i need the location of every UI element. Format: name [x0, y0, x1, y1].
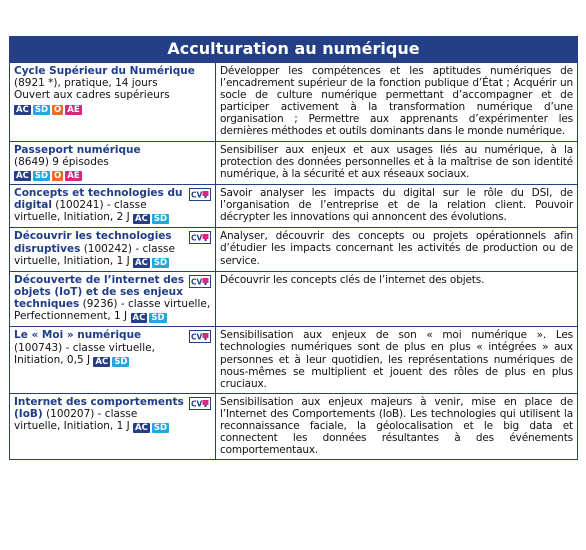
virtual-class-icon: [189, 188, 211, 201]
course-description: Sensibiliser aux enjeux et aux usages liés au numérique, à la protection des données personnelles et à la maîtrise de son identité numérique, à la sécurité et aux réseaux sociaux.: [216, 141, 578, 184]
badge-ac: AC: [135, 257, 148, 268]
virtual-class-icon: [189, 275, 211, 288]
course-details: (8921 *), pratique, 14 jours: [14, 77, 158, 90]
badge-ac: AC: [135, 423, 148, 434]
badge-sd: SD: [153, 257, 168, 268]
svg-text:CV: CV: [191, 190, 203, 200]
virtual-class-icon: [189, 397, 211, 410]
svg-text:CV: CV: [191, 399, 203, 409]
course-name: Cycle Supérieur du Numérique: [14, 65, 195, 77]
course-description: Découvrir les concepts clés de l’internet des objets.: [216, 271, 578, 327]
virtual-class-icon: [189, 231, 211, 244]
badge-sd: SD: [34, 170, 49, 181]
section-title: Acculturation au numérique: [9, 36, 578, 62]
course-info-cell: [10, 184, 216, 227]
course-row: [10, 63, 578, 142]
badge-o: O: [54, 170, 62, 181]
course-description: Savoir analyser les impacts du digital sur le rôle du DSI, de l’organisation de l’entreprise et de la relation client. Pouvoir décrypter les innovations qui annoncent des évolutions.: [216, 184, 578, 227]
course-details: (100241) - classe virtuelle, Initiation, 2 J: [14, 199, 147, 224]
badge-ac: AC: [132, 313, 146, 324]
audience-badges: [133, 255, 171, 268]
course-row: [10, 393, 578, 459]
course-description: Développer les compétences et les aptitudes numériques de l’encadrement supérieur de la fonction publique d’État ; Acquérir un socle de culture numérique permettant d’accompagner et de participer activement à la transformation numérique d’une organisation ; Permettre aux apprenants d’expérimenter les dernières méthodes et outils dominants dans le monde numérique.: [216, 63, 578, 142]
svg-text:CV: CV: [191, 233, 203, 243]
badge-sd: SD: [34, 104, 49, 115]
badge-sd: SD: [153, 423, 168, 434]
audience-badges: [14, 168, 84, 181]
svg-text:CV: CV: [191, 332, 203, 342]
course-table: [9, 62, 578, 460]
course-name: Découvrir les technologies disruptives: [14, 230, 172, 255]
course-details: (8649) 9 épisodes: [14, 155, 109, 168]
badge-ae: AE: [67, 170, 80, 181]
course-row: [10, 141, 578, 184]
audience-badges: [93, 354, 131, 367]
course-details: (100207) - classe virtuelle, Initiation, 1 J: [14, 408, 138, 433]
course-name: Concepts et technologies du digital: [14, 186, 183, 212]
course-details: Ouvert aux cadres supérieurs: [14, 89, 170, 102]
course-info-cell: [10, 141, 216, 184]
course-details: (100242) - classe virtuelle, Initiation, 1 J: [14, 242, 175, 267]
catalog-section: [9, 36, 578, 460]
badge-o: O: [54, 104, 62, 115]
virtual-class-icon: [189, 330, 211, 343]
course-details: (100743) - classe virtuelle, Initiation, 0,5 J: [14, 341, 155, 366]
course-name: Internet des comportements (IoB): [14, 395, 184, 421]
audience-badges: [133, 420, 171, 433]
course-table-body: [10, 63, 578, 460]
audience-badges: [133, 211, 171, 224]
audience-badges: [131, 310, 169, 323]
course-name: Passeport numérique: [14, 143, 141, 156]
badge-ae: AE: [67, 104, 80, 115]
course-name: Découverte de l’internet des objets (IoT) et de ses enjeux techniques: [14, 273, 185, 311]
course-info-cell: [10, 393, 216, 459]
svg-text:CV: CV: [191, 277, 203, 287]
course-description: Sensibilisation aux enjeux majeurs à venir, mise en place de l’Internet des Comportements (IoB). Les technologies qui utilisent la reconnaissance faciale, la géolocalisation et le big data et connectent les données résultantes à des événements comportementaux.: [216, 393, 578, 459]
badge-sd: SD: [153, 214, 168, 225]
badge-ac: AC: [16, 170, 29, 181]
badge-sd: SD: [114, 356, 128, 367]
course-description: Sensibilisation aux enjeux de son « moi numérique ». Les technologies numériques sont de plus en plus « intégrées » aux personnes et à leur quotidien, les représentations numériques de nous-mêmes se multiplient et jouent des rôles de plus en plus cruciaux.: [216, 327, 578, 393]
badge-ac: AC: [95, 356, 109, 367]
course-row: [10, 184, 578, 227]
badge-sd: SD: [151, 313, 165, 324]
course-info-cell: [10, 327, 216, 393]
badge-ac: AC: [16, 104, 29, 115]
course-name: Le « Moi » numérique: [14, 329, 142, 342]
course-row: [10, 327, 578, 393]
audience-badges: [14, 102, 84, 115]
badge-ac: AC: [135, 214, 148, 225]
course-row: [10, 271, 578, 327]
course-description: Analyser, découvrir des concepts ou projets opérationnels afin d’étudier les impacts concernant les activités de production ou de service.: [216, 228, 578, 271]
course-row: [10, 228, 578, 271]
course-info-cell: [10, 271, 216, 327]
course-info-cell: [10, 63, 216, 142]
course-info-cell: [10, 228, 216, 271]
course-details: (9236) - classe virtuelle, Perfectionnement, 1 J: [14, 298, 211, 323]
